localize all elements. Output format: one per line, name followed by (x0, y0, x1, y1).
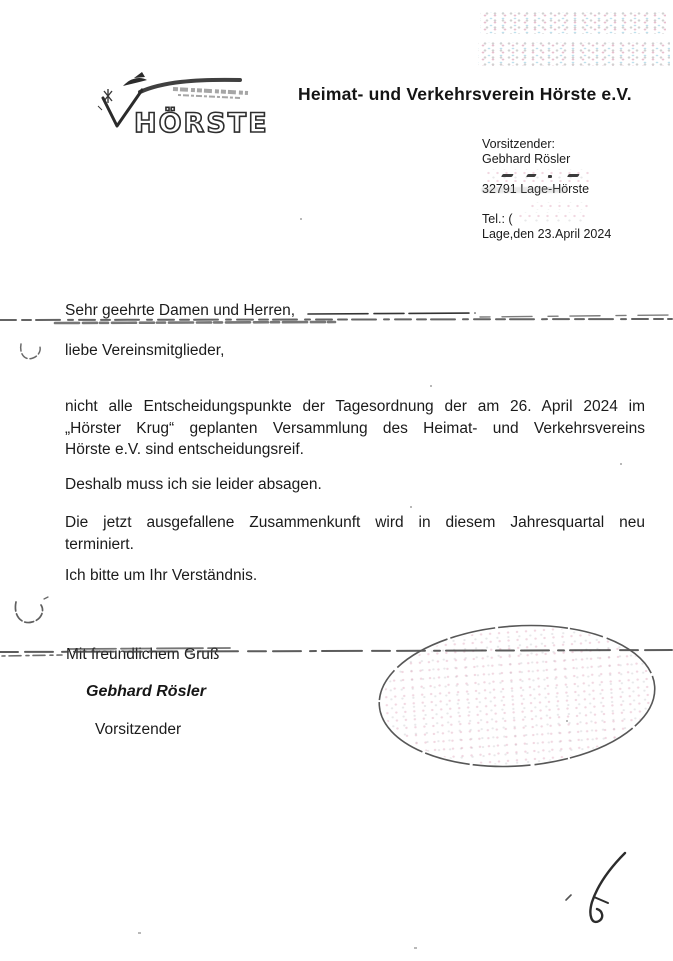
sender-phone-label: Tel.: ( (482, 212, 513, 226)
paragraph-1-line: Hörste e.V. sind entscheidungsreif. (65, 441, 304, 458)
margin-squiggle-2 (15, 597, 48, 623)
sender-name: Gebhard Rösler (482, 152, 571, 166)
pen-oval-outline (374, 617, 659, 776)
sender-role-label: Vorsitzender: (482, 137, 555, 151)
sender-city-line: 32791 Lage-Hörste (482, 182, 590, 196)
paragraph-2: Deshalb muss ich sie leider absagen. (65, 476, 322, 493)
scribble-line-salutation (0, 313, 672, 323)
pen-hook-mark (566, 853, 625, 922)
closing-line: Mit freundlichem Gruß (66, 646, 220, 663)
scribble-line-closing (0, 648, 672, 656)
paragraph-1-line: „Hörster Krug“ geplanten Versammlung des Heimat- und Verkehrsvereins (65, 419, 645, 437)
org-name-header: Heimat- und Verkehrsverein Hörste e.V. (298, 84, 632, 104)
salutation-line-1: Sehr geehrte Damen und Herren, (65, 302, 296, 319)
margin-squiggle-1 (21, 344, 41, 359)
salutation-line-2: liebe Vereinsmitglieder, (65, 342, 225, 359)
paragraph-3-line: Die jetzt ausgefallene Zusammenkunft wird in diesem Jahresquartal neu (65, 514, 645, 531)
logo-text: HÖRSTE (134, 108, 269, 139)
paragraph-4: Ich bitte um Ihr Verständnis. (65, 567, 258, 584)
signature-role: Vorsitzender (95, 721, 182, 738)
sender-date-line: Lage,den 23.April 2024 (482, 227, 612, 241)
paragraph-3-line: terminiert. (65, 535, 134, 553)
scanner-specks (138, 218, 622, 949)
signature-name: Gebhard Rösler (86, 683, 207, 700)
paragraph-1-line: nicht alle Entscheidungspunkte der Tagesordnung der am 26. April 2024 im (65, 398, 645, 415)
